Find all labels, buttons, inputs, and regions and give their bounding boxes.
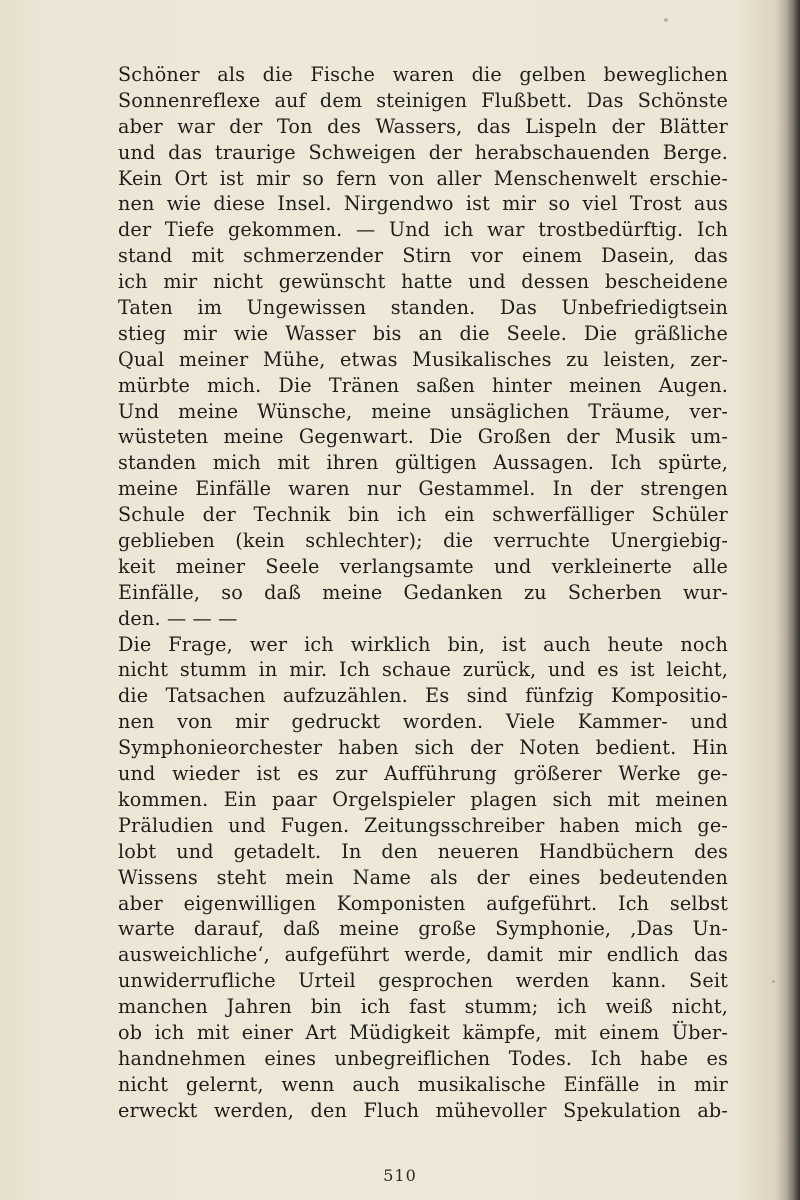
text-line: Qual meiner Mühe, etwas Musikalisches zu leisten, zer- (118, 347, 728, 371)
text-line: aber war der Ton des Wassers, das Lispeln der Blätter (118, 114, 728, 138)
text-line: der Tiefe gekommen. — Und ich war trostbedürftig. Ich (118, 218, 728, 242)
text-line: ich mir nicht gewünscht hatte und dessen bescheidene (118, 270, 728, 294)
text-line: stieg mir wie Wasser bis an die Seele. Die gräßliche (118, 321, 728, 345)
text-line: Präludien und Fugen. Zeitungsschreiber haben mich ge- (118, 813, 728, 837)
text-line: ausweichliche‘, aufgeführt werde, damit mir endlich das (118, 943, 728, 967)
text-line: wüsteten meine Gegenwart. Die Großen der Musik um- (118, 425, 728, 449)
text-line: aber eigenwilligen Komponisten aufgeführt. Ich selbst (118, 891, 728, 915)
text-line: und wieder ist es zur Aufführung größerer Werke ge- (118, 762, 728, 786)
page-edge-shadow (786, 0, 800, 1200)
text-line: nen wie diese Insel. Nirgendwo ist mir so viel Trost aus (118, 192, 728, 216)
text-line: nen von mir gedruckt worden. Viele Kammer- und (118, 710, 728, 734)
text-line: Symphonieorchester haben sich der Noten bedient. Hin (118, 736, 728, 760)
text-line: ob ich mit einer Art Müdigkeit kämpfe, mit einem Über- (118, 1020, 728, 1044)
paper-speck (664, 18, 668, 22)
text-line: handnehmen eines unbegreiflichen Todes. Ich habe es (118, 1046, 728, 1070)
text-line: keit meiner Seele verlangsamte und verkleinerte alle (118, 554, 728, 578)
text-line: Einfälle, so daß meine Gedanken zu Scherben wur- (118, 580, 728, 604)
text-line: den. — — — (118, 606, 238, 630)
text-line: und das traurige Schweigen der herabschauenden Berge. (118, 140, 728, 164)
text-line: kommen. Ein paar Orgelspieler plagen sich mit meinen (118, 787, 728, 811)
text-line: Die Frage, wer ich wirklich bin, ist auch heute noch (118, 632, 728, 656)
text-line: meine Einfälle waren nur Gestammel. In der strengen (118, 477, 728, 501)
text-line: manchen Jahren bin ich fast stumm; ich weiß nicht, (118, 995, 728, 1019)
text-line: Schöner als die Fische waren die gelben beweglichen (118, 63, 728, 86)
text-line: nicht stumm in mir. Ich schaue zurück, und es ist leicht, (118, 658, 728, 682)
text-line: stand mit schmerzender Stirn vor einem Dasein, das (118, 244, 728, 268)
paper-speck (772, 980, 775, 983)
paragraph-2 (118, 632, 728, 1124)
text-line: mürbte mich. Die Tränen saßen hinter meinen Augen. (118, 373, 728, 397)
text-line: nicht gelernt, wenn auch musikalische Einfälle in mir (118, 1072, 728, 1096)
body-text (118, 62, 728, 1124)
text-line: Wissens steht mein Name als der eines bedeutenden (118, 865, 728, 889)
text-line: Taten im Ungewissen standen. Das Unbefriedigtsein (118, 296, 728, 320)
text-line: Und meine Wünsche, meine unsäglichen Träume, ver- (118, 399, 728, 423)
text-line: Schule der Technik bin ich ein schwerfälliger Schüler (118, 503, 728, 527)
page-number: 510 (383, 1166, 417, 1185)
text-line: lobt und getadelt. In den neueren Handbüchern des (118, 839, 728, 863)
text-line: erweckt werden, den Fluch mühevoller Spekulation ab- (118, 1098, 728, 1122)
text-line: warte darauf, daß meine große Symphonie, ‚Das Un- (118, 917, 728, 941)
text-line: Kein Ort ist mir so fern von aller Menschenwelt erschie- (118, 166, 728, 190)
text-line: geblieben (kein schlechter); die verruchte Unergiebig- (118, 529, 728, 553)
text-line: standen mich mit ihren gültigen Aussagen. Ich spürte, (118, 451, 728, 475)
text-line: die Tatsachen aufzuzählen. Es sind fünfzig Kompositio- (118, 684, 728, 708)
text-line: unwiderrufliche Urteil gesprochen werden kann. Seit (118, 969, 728, 993)
text-line: Sonnenreflexe auf dem steinigen Flußbett. Das Schönste (118, 88, 728, 112)
paragraph-1 (118, 62, 728, 632)
